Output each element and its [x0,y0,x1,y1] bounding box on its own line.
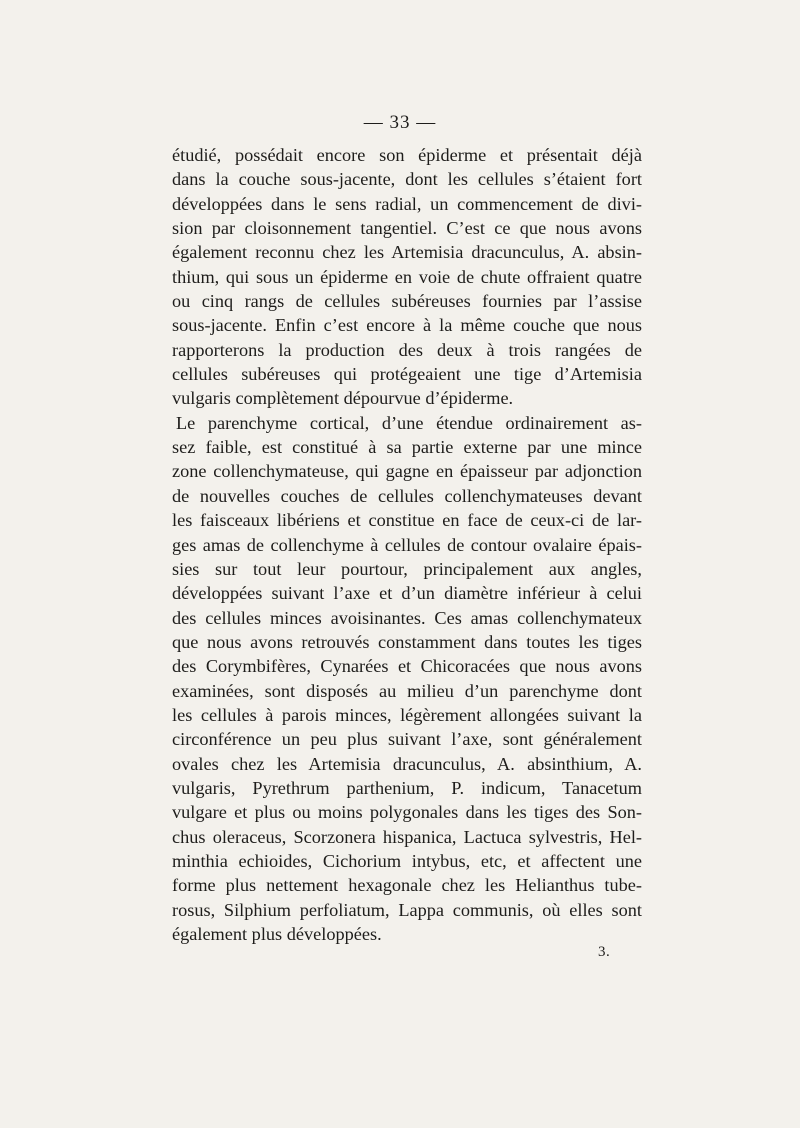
text-line: des Corymbifères, Cynarées et Chicoracées que nous avons [172,656,642,677]
page-number: — 33 — [363,112,437,133]
text-line: également reconnu chez les Artemisia dracunculus, A. absin- [172,242,642,263]
text-line: minthia echioides, Cichorium intybus, etc, et affectent une [172,850,642,871]
text-line: sez faible, est constitué à sa partie externe par une mince [172,437,642,458]
text-line: vulgare et plus ou moins polygonales dans les tiges des Son- [172,802,642,823]
text-line: que nous avons retrouvés constamment dans toutes les tiges [172,631,642,652]
text-line: cellules subéreuses qui protégeaient une tige d’Artemisia [172,364,642,385]
text-line: vulgaris complètement dépourvue d’épiderme. [172,388,514,409]
signature-mark: 3. [598,944,611,960]
text-line: sous-jacente. Enfin c’est encore à la même couche que nous [172,315,642,336]
text-line: examinées, sont disposés au milieu d’un parenchyme dont [172,680,642,701]
text-line: développées dans le sens radial, un commencement de divi- [172,193,642,214]
text-line: chus oleraceus, Scorzonera hispanica, Lactuca sylvestris, Hel- [172,826,642,847]
text-line: ovales chez les Artemisia dracunculus, A. absinthium, A. [172,753,642,774]
text-line: ou cinq rangs de cellules subéreuses fournies par l’assise [172,291,642,312]
text-line: dans la couche sous-jacente, dont les cellules s’étaient fort [172,169,642,190]
text-line: également plus développées. [172,924,382,944]
text-line: développées suivant l’axe et d’un diamètre inférieur à celui [172,583,642,604]
text-line: zone collenchymateuse, qui gagne en épaisseur par adjonction [172,461,642,482]
text-line: forme plus nettement hexagonale chez les Helianthus tube- [172,875,642,896]
text-line: des cellules minces avoisinantes. Ces amas collenchymateux [172,607,642,628]
text-line: Le parenchyme cortical, d’une étendue ordinairement as- [176,412,642,433]
text-line: sion par cloisonnement tangentiel. C’est ce que nous avons [172,218,642,239]
text-line: vulgaris, Pyrethrum parthenium, P. indicum, Tanacetum [172,777,642,798]
text-line: sies sur tout leur pourtour, principalement aux angles, [172,558,642,579]
text-line: de nouvelles couches de cellules collenchymateuses devant [172,485,642,506]
body-text [172,143,642,946]
text-line: les faisceaux libériens et constitue en face de ceux-ci de lar- [172,510,642,531]
text-line: ges amas de collenchyme à cellules de contour ovalaire épais- [172,534,642,555]
text-line: thium, qui sous un épiderme en voie de chute offraient quatre [172,266,642,287]
text-line: étudié, possédait encore son épiderme et présentait déjà [172,145,642,165]
text-line: rapporterons la production des deux à trois rangées de [172,339,642,360]
text-line: les cellules à parois minces, légèrement allongées suivant la [172,704,642,725]
text-line: rosus, Silphium perfoliatum, Lappa communis, où elles sont [172,899,642,920]
text-line: circonférence un peu plus suivant l’axe, sont généralement [172,729,642,750]
